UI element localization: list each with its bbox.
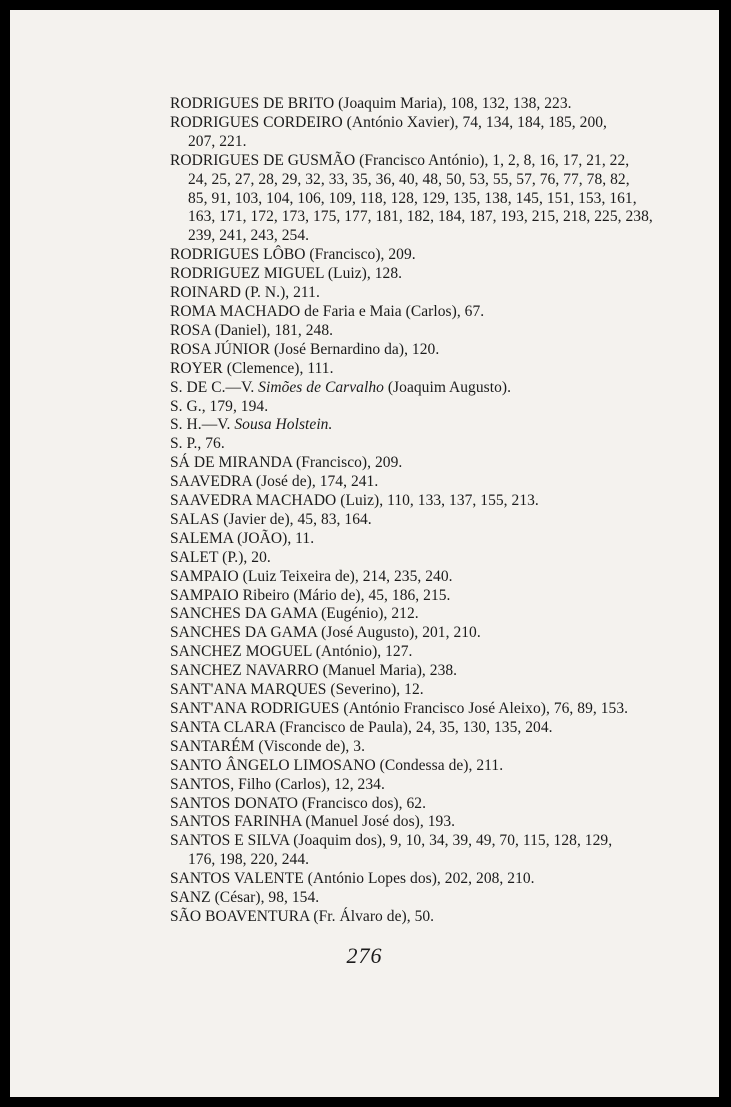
entry-text: RODRIGUES DE BRITO (Joaquim Maria), 108, 132, 138, 223. <box>170 95 572 112</box>
index-entry <box>170 832 660 870</box>
index-entry <box>170 360 660 379</box>
entry-text: SALAS (Javier de), 45, 83, 164. <box>170 510 372 528</box>
index-entry <box>170 530 660 549</box>
entry-text: SANCHEZ NAVARRO (Manuel Maria), 238. <box>170 662 458 680</box>
entry-continuation: 239, 241, 243, 254. <box>188 227 310 245</box>
index-entry <box>170 889 660 908</box>
index-entry <box>170 492 660 511</box>
index-entry <box>170 246 660 265</box>
index-entry <box>170 284 660 303</box>
index-entry <box>170 303 660 322</box>
index-entry <box>170 908 660 927</box>
entry-text: ROYER (Clemence), 111. <box>170 359 334 377</box>
entry-text: RODRIGUES DE GUSMÃO (Francisco António), 1, 2, 8, 16, 17, 21, 22, <box>170 151 630 169</box>
entry-text: SAAVEDRA MACHADO (Luiz), 110, 133, 137, 155, 213. <box>170 492 539 510</box>
index-entry <box>170 776 660 795</box>
index-entry <box>170 719 660 738</box>
entry-text: SANTOS FARINHA (Manuel José dos), 193. <box>170 813 456 831</box>
cross-reference-name: Simões de Carvalho <box>258 378 384 396</box>
index-entry-cross-reference <box>170 379 660 398</box>
index-entry <box>170 473 660 492</box>
entry-text: SALET (P.), 20. <box>170 548 271 566</box>
entry-text: S. G., 179, 194. <box>170 397 269 415</box>
name-index-list <box>170 95 660 927</box>
entry-text: SAMPAIO Ribeiro (Mário de), 45, 186, 215. <box>170 586 451 604</box>
entry-text: SANZ (César), 98, 154. <box>170 889 320 907</box>
index-entry <box>170 398 660 417</box>
index-entry <box>170 322 660 341</box>
entry-text: ROSA (Daniel), 181, 248. <box>170 321 334 339</box>
entry-text: SANTOS DONATO (Francisco dos), 62. <box>170 794 427 812</box>
entry-text: SANCHES DA GAMA (José Augusto), 201, 210. <box>170 624 481 642</box>
index-entry <box>170 662 660 681</box>
index-entry <box>170 435 660 454</box>
index-entry <box>170 605 660 624</box>
entry-text: S. DE C.—V. <box>170 378 259 396</box>
index-entry <box>170 152 660 247</box>
index-entry <box>170 643 660 662</box>
index-entry <box>170 681 660 700</box>
entry-text: SÃO BOAVENTURA (Fr. Álvaro de), 50. <box>170 907 435 925</box>
entry-text: SANTARÉM (Visconde de), 3. <box>170 737 366 755</box>
index-entry <box>170 265 660 284</box>
entry-continuation: 85, 91, 103, 104, 106, 109, 118, 128, 129, 135, 138, 145, 151, 153, 161, <box>188 189 637 207</box>
entry-text: SAMPAIO (Luiz Teixeira de), 214, 235, 240. <box>170 567 453 585</box>
index-entry <box>170 114 660 152</box>
index-entry-cross-reference <box>170 416 660 435</box>
entry-continuation: 24, 25, 27, 28, 29, 32, 33, 35, 36, 40, 48, 50, 53, 55, 57, 76, 77, 78, 82, <box>188 170 630 188</box>
entry-text: SANTO ÂNGELO LIMOSANO (Condessa de), 211. <box>170 756 504 774</box>
entry-text: ROINARD (P. N.), 211. <box>170 284 320 302</box>
entry-continuation: 176, 198, 220, 244. <box>188 851 310 869</box>
entry-text: ROSA JÚNIOR (José Bernardino da), 120. <box>170 340 440 358</box>
document-page <box>10 10 719 1097</box>
entry-text: S. P., 76. <box>170 435 225 453</box>
index-entry <box>170 511 660 530</box>
entry-text: SANTOS E SILVA (Joaquim dos), 9, 10, 34, 39, 49, 70, 115, 128, 129, <box>170 832 613 850</box>
entry-text: SANT'ANA RODRIGUES (António Francisco José Aleixo), 76, 89, 153. <box>170 700 629 717</box>
index-entry <box>170 587 660 606</box>
entry-text: S. H.—V. <box>170 416 235 434</box>
entry-continuation: 163, 171, 172, 173, 175, 177, 181, 182, 184, 187, 193, 215, 218, 225, 238, <box>188 208 653 226</box>
entry-text: RODRIGUES CORDEIRO (António Xavier), 74, 134, 184, 185, 200, <box>170 113 607 131</box>
index-entry <box>170 757 660 776</box>
index-entry <box>170 870 660 889</box>
index-entry <box>170 624 660 643</box>
index-entry <box>170 813 660 832</box>
index-entry <box>170 549 660 568</box>
entry-text: SANT'ANA MARQUES (Severino), 12. <box>170 681 424 699</box>
entry-text: SÁ DE MIRANDA (Francisco), 209. <box>170 454 403 472</box>
page-number: 276 <box>346 943 383 968</box>
entry-text: SANCHES DA GAMA (Eugénio), 212. <box>170 605 419 623</box>
index-entry <box>170 341 660 360</box>
entry-continuation: 207, 221. <box>188 132 247 150</box>
index-entry <box>170 95 660 114</box>
entry-text: RODRIGUEZ MIGUEL (Luiz), 128. <box>170 265 403 283</box>
cross-reference-name: Sousa Holstein. <box>234 416 333 434</box>
entry-text: SANCHEZ MOGUEL (António), 127. <box>170 643 413 661</box>
index-entry <box>170 738 660 757</box>
index-entry <box>170 568 660 587</box>
entry-text-suffix: (Joaquim Augusto). <box>383 378 512 396</box>
index-entry <box>170 700 660 719</box>
index-entry <box>170 795 660 814</box>
entry-text: SANTA CLARA (Francisco de Paula), 24, 35, 130, 135, 204. <box>170 718 553 736</box>
entry-text: SANTOS, Filho (Carlos), 12, 234. <box>170 775 385 793</box>
entry-text: RODRIGUES LÔBO (Francisco), 209. <box>170 246 416 264</box>
entry-text: SALEMA (JOÃO), 11. <box>170 529 315 547</box>
entry-text: ROMA MACHADO de Faria e Maia (Carlos), 67. <box>170 302 485 320</box>
index-entry <box>170 454 660 473</box>
entry-text: SANTOS VALENTE (António Lopes dos), 202, 208, 210. <box>170 870 535 888</box>
entry-text: SAAVEDRA (José de), 174, 241. <box>170 473 379 491</box>
